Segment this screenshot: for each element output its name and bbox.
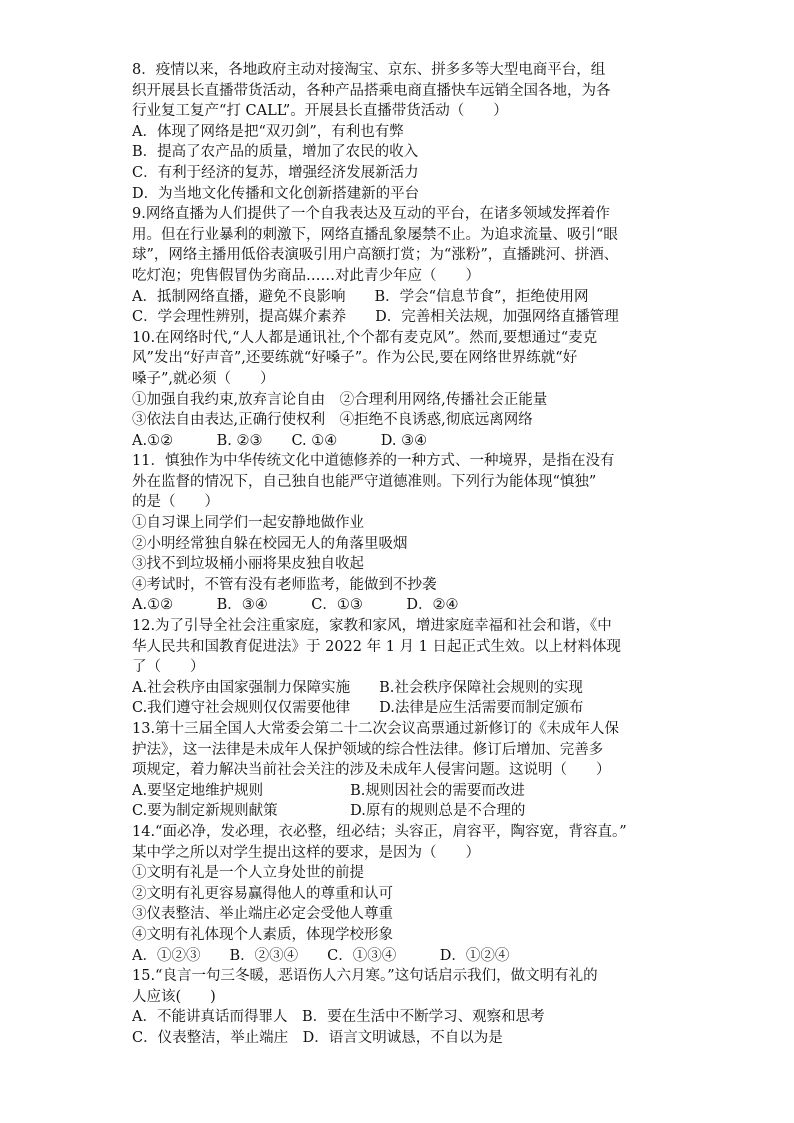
exam-page	[132, 60, 672, 1049]
text-line: A.①② B. ②③ C. ①④ D. ③④	[132, 432, 428, 449]
text-line: C.我们遵守社会规则仅仅需要他律 D.法律是应生活需要而制定颁布	[132, 700, 584, 717]
text-line: C.要为制定新规则献策 D.原有的规则总是不合理的	[132, 803, 526, 820]
text-line: 人应该( )	[132, 988, 216, 1005]
text-line: A.要坚定地维护规则 B.规则因社会的需要而改进	[132, 782, 525, 799]
text-line: A．不能讲真话而得罪人 B．要在生活中不断学习、观察和思考	[132, 1009, 545, 1026]
text-line: 用。但在行业暴利的刺激下，网络直播乱象屡禁不止。为追求流量、吸引“眼	[132, 226, 618, 243]
text-line: ①文明有礼是一个人立身处世的前提	[132, 865, 364, 882]
text-line: 10.在网络时代,“人人都是通讯社,个个都有麦克风”。然而,要想通过“麦克	[132, 329, 598, 346]
text-line: 织开展县长直播带货活动，各种产品搭乘电商直播快车远销全国各地，为各	[132, 82, 611, 99]
text-line: 吃灯泡；兜售假冒伪劣商品……对此青少年应（ ）	[132, 267, 480, 284]
text-line: 了（ ）	[132, 659, 205, 676]
text-line: 某中学之所以对学生提出这样的要求，是因为（ ）	[132, 844, 480, 861]
text-line: 嗓子”,就必须（ ）	[132, 370, 275, 387]
text-line: ④文明有礼体现个人素质，体现学校形象	[132, 926, 393, 943]
text-line: ④考试时，不管有没有老师监考，能做到不抄袭	[132, 576, 437, 593]
text-line: 护法》，这一法律是未成年人保护领域的综合性法律。修订后增加、完善多	[132, 741, 604, 758]
text-line: 风”发出“好声音”,还要练就“好嗓子”。作为公民,要在网络世界练就“好	[132, 350, 578, 367]
text-line: 外在监督的情况下，自己独自也能严守道德准则。下列行为能体现“慎独”	[132, 473, 597, 490]
text-line: 14.“面必净，发必理，衣必整，纽必结；头容正，肩容平，陶容宽，背容直。”	[132, 823, 627, 840]
text-line: 项规定，着力解决当前社会关注的涉及未成年人侵害问题。这说明（ ）	[132, 762, 611, 779]
text-line: 8．疫情以来，各地政府主动对接淘宝、京东、拼多多等大型电商平台，组	[132, 62, 606, 78]
text-line: A.社会秩序由国家强制力保障实施 B.社会秩序保障社会规则的实现	[132, 679, 583, 696]
text-line: ②文明有礼更容易赢得他人的尊重和认可	[132, 885, 393, 902]
text-line: 9.网络直播为人们提供了一个自我表达及互动的平台，在诸多领域发挥着作	[132, 206, 610, 223]
text-line: C．仪表整洁，举止端庄 D．语言文明诚恳，不自以为是	[132, 1029, 503, 1046]
text-line: 13.第十三届全国人大常委会第二十二次会议高票通过新修订的《未成年人保	[132, 721, 620, 737]
text-line: 11．慎独作为中华传统文化中道德修养的一种方式、一种境界，是指在没有	[132, 453, 615, 470]
text-line: A．体现了网络是把“双刃剑”，有利也有弊	[132, 123, 404, 140]
text-line: 15.“良言一句三冬暖，恶语伤人六月寒。”这句话启示我们，做文明有礼的	[132, 968, 598, 985]
text-line: ①自习课上同学们一起安静地做作业	[132, 515, 364, 532]
text-line: 球”，网络主播用低俗表演吸引用户高额打赏；为“涨粉”，直播跳河、拼酒、	[132, 247, 619, 264]
text-line: 的是（ ）	[132, 494, 219, 511]
text-line: ③依法自由表达,正确行使权利 ④拒绝不良诱惑,彻底远离网络	[132, 412, 533, 429]
text-line: ②小明经常独自躲在校园无人的角落里吸烟	[132, 535, 408, 552]
text-line: 华人民共和国教育促进法》于 2022 年 1 月 1 日起正式生效。以上材料体现	[132, 638, 622, 655]
text-line: D．为当地文化传播和文化创新搭建新的平台	[132, 185, 420, 202]
text-line: 行业复工复产“打 CALL”。开展县长直播带货活动（ ）	[132, 103, 508, 120]
text-line: C．学会理性辨别，提高媒介素养 D．完善相关法规，加强网络直播管理	[132, 309, 619, 326]
text-line: C．有利于经济的复苏，增强经济发展新活力	[132, 164, 419, 181]
text-line: A．①②③ B．②③④ C．①③④ D．①②④	[132, 947, 510, 964]
text-line: ③找不到垃圾桶小丽将果皮独自收起	[132, 556, 364, 573]
text-line: A.①② B．③④ C．①③ D．②④	[132, 597, 459, 614]
text-line: A．抵制网络直播，避免不良影响 B．学会“信息节食”，拒绝使用网	[132, 288, 589, 305]
text-line: ①加强自我约束,放弃言论自由 ②合理利用网络,传播社会正能量	[132, 391, 548, 408]
text-line: B．提高了农产品的质量，增加了农民的收入	[132, 144, 419, 161]
text-line: ③仪表整洁、举止端庄必定会受他人尊重	[132, 906, 393, 923]
text-line: 12.为了引导全社会注重家庭，家教和家风，增进家庭幸福和社会和谐，《中	[132, 618, 612, 635]
